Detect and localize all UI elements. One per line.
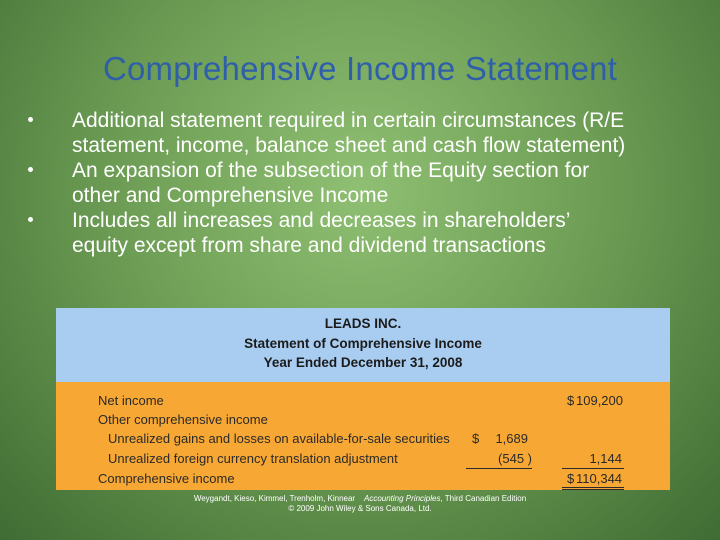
statement-name: Statement of Comprehensive Income xyxy=(244,336,482,351)
bullet-item xyxy=(20,208,710,258)
bullet-text-line1: An expansion of the subsection of the Equity section for xyxy=(72,159,590,182)
underline xyxy=(466,468,532,469)
comprehensive-income-label: Comprehensive income xyxy=(98,471,235,486)
statement-period: Year Ended December 31, 2008 xyxy=(263,355,463,370)
bullet-item xyxy=(20,108,710,158)
footer-copyright: © 2009 John Wiley & Sons Canada, Ltd. xyxy=(288,504,432,513)
fx-adjustment-value: (545 ) xyxy=(498,451,532,466)
bullet-item xyxy=(20,158,710,208)
slide-footer xyxy=(0,494,720,514)
footer-edition: , Third Canadian Edition xyxy=(440,494,527,503)
fx-adjustment-label: Unrealized foreign currency translation adjustment xyxy=(108,451,398,466)
unrealized-gains-value: 1,689 xyxy=(495,431,528,446)
double-underline xyxy=(562,487,624,488)
footer-authors: Weygandt, Kieso, Kimmel, Trenholm, Kinnear xyxy=(193,494,356,503)
bullet-dot-icon xyxy=(28,167,33,172)
footer-book-title: Accounting Principles xyxy=(363,494,441,503)
bullet-text-line2: other and Comprehensive Income xyxy=(72,184,389,207)
company-name: LEADS INC. xyxy=(324,316,402,331)
bullet-text-line2: equity except from share and dividend transactions xyxy=(72,234,546,257)
comprehensive-income-value: 110,344 xyxy=(576,471,623,486)
net-income-label: Net income xyxy=(98,393,164,408)
unrealized-gains-currency: $ xyxy=(472,431,480,446)
double-underline xyxy=(562,489,624,490)
bullet-text-line2: statement, income, balance sheet and cash flow statement) xyxy=(72,134,626,157)
fx-total-value: 1,144 xyxy=(589,451,622,466)
slide-title: Comprehensive Income Statement xyxy=(102,50,618,87)
statement-header xyxy=(56,308,670,382)
income-statement-figure xyxy=(56,308,670,490)
bullet-dot-icon xyxy=(28,217,33,222)
bullet-dot-icon xyxy=(28,117,33,122)
oci-label: Other comprehensive income xyxy=(98,412,268,427)
bullet-text-line1: Includes all increases and decreases in shareholders’ xyxy=(72,209,571,232)
net-income-currency: $ xyxy=(567,393,575,408)
unrealized-gains-label: Unrealized gains and losses on available-for-sale securities xyxy=(108,431,450,446)
underline xyxy=(562,468,624,469)
bullet-text-line1: Additional statement required in certain circumstances (R/E xyxy=(72,109,625,132)
statement-body xyxy=(56,382,670,490)
comprehensive-income-currency: $ xyxy=(567,471,575,486)
net-income-value: 109,200 xyxy=(576,393,623,408)
bullet-list xyxy=(20,108,710,258)
